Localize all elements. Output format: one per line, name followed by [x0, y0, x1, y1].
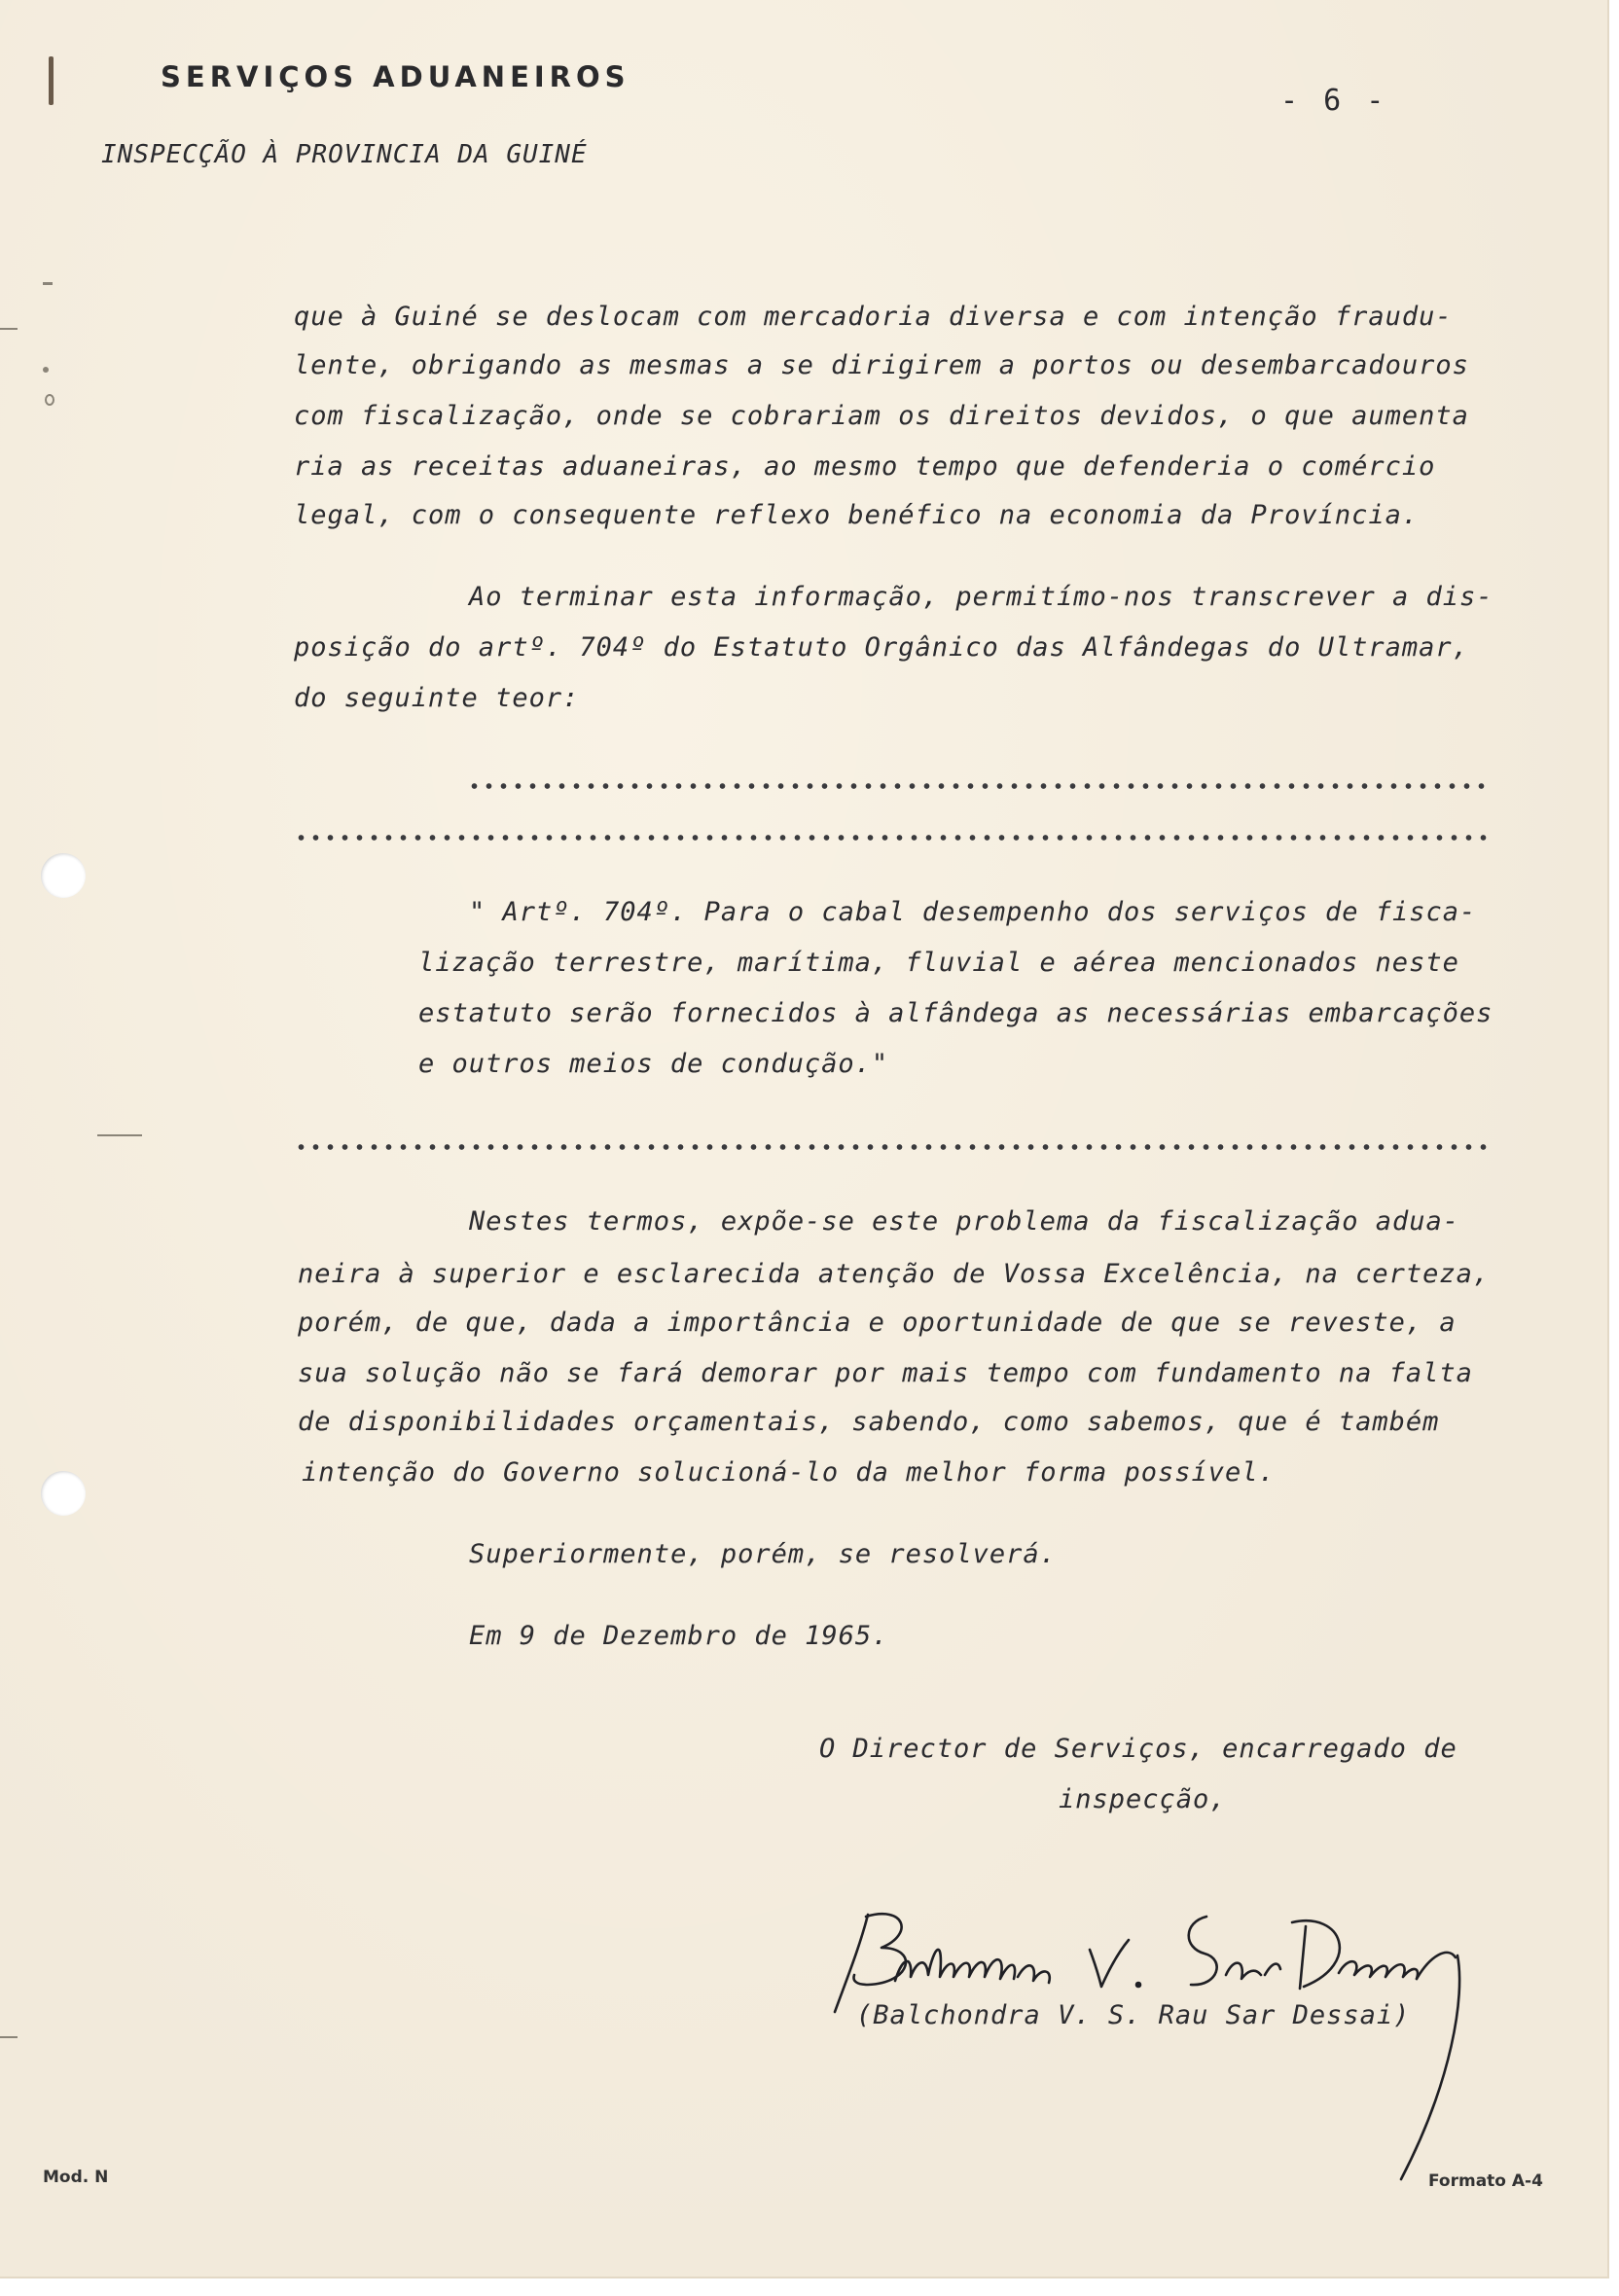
text-line: Ao terminar esta informação, permitímo-nos transcrever a dis-	[469, 582, 1493, 612]
handwritten-signature	[798, 1887, 1479, 2199]
dotted-separator	[294, 835, 1489, 841]
dotted-separator	[467, 783, 1489, 789]
text-line: e outros meios de condução."	[418, 1049, 889, 1079]
text-line: posição do artº. 704º do Estatuto Orgânico das Alfândegas do Ultramar,	[294, 632, 1469, 663]
department-heading: INSPECÇÃO À PROVINCIA DA GUINÉ	[101, 140, 588, 169]
letterhead-organization: SERVIÇOS ADUANEIROS	[161, 60, 630, 93]
punch-hole	[41, 853, 86, 898]
text-line: Nestes termos, expõe-se este problema da fiscalização adua-	[469, 1206, 1460, 1237]
signatory-title: O Director de Serviços, encarregado de	[819, 1734, 1457, 1764]
text-line: de disponibilidades orçamentais, sabendo, como sabemos, que é também	[298, 1407, 1440, 1437]
text-line: lização terrestre, marítima, fluvial e aérea mencionados neste	[418, 948, 1459, 978]
page-number: - 6 -	[1280, 84, 1388, 118]
typed-signatory-name: (Balchondra V. S. Rau Sar Dessai)	[856, 2000, 1411, 2030]
text-line: ria as receitas aduaneiras, ao mesmo tempo que defenderia o comércio	[294, 451, 1436, 482]
footer-paper-format: Formato A-4	[1428, 2171, 1543, 2191]
margin-rule	[97, 1134, 142, 1136]
margin-bracket-mark	[49, 56, 54, 105]
margin-tick	[43, 282, 53, 285]
closing-remark: Superiormente, porém, se resolverá.	[469, 1539, 1057, 1569]
margin-tick	[43, 367, 49, 373]
margin-tick	[45, 394, 54, 406]
text-line: com fiscalização, onde se cobrariam os direitos devidos, o que aumenta	[294, 401, 1469, 431]
dotted-separator	[294, 1144, 1493, 1150]
text-line: do seguinte teor:	[294, 683, 580, 713]
text-line: neira à superior e esclarecida atenção de Vossa Excelência, na certeza,	[298, 1259, 1491, 1289]
margin-tick	[0, 2036, 18, 2038]
text-line: " Artº. 704º. Para o cabal desempenho dos serviços de fisca-	[469, 897, 1477, 927]
date-line: Em 9 de Dezembro de 1965.	[469, 1621, 889, 1651]
margin-tick	[0, 328, 18, 330]
text-line: estatuto serão fornecidos à alfândega as necessárias embarcações	[418, 998, 1493, 1028]
text-line: porém, de que, dada a importância e oportunidade de que se reveste, a	[298, 1308, 1457, 1338]
text-line: lente, obrigando as mesmas a se dirigirem a portos ou desembarcadouros	[294, 350, 1469, 380]
signatory-title-continued: inspecção,	[1059, 1784, 1227, 1814]
text-line: que à Guiné se deslocam com mercadoria diversa e com intenção fraudu-	[294, 302, 1453, 332]
text-line: intenção do Governo solucioná-lo da melhor forma possível.	[302, 1457, 1276, 1488]
footer-form-model: Mod. N	[43, 2168, 109, 2187]
punch-hole	[41, 1471, 86, 1516]
text-line: sua solução não se fará demorar por mais tempo com fundamento na falta	[298, 1358, 1473, 1388]
text-line: legal, com o consequente reflexo benéfico na economia da Província.	[294, 500, 1420, 530]
